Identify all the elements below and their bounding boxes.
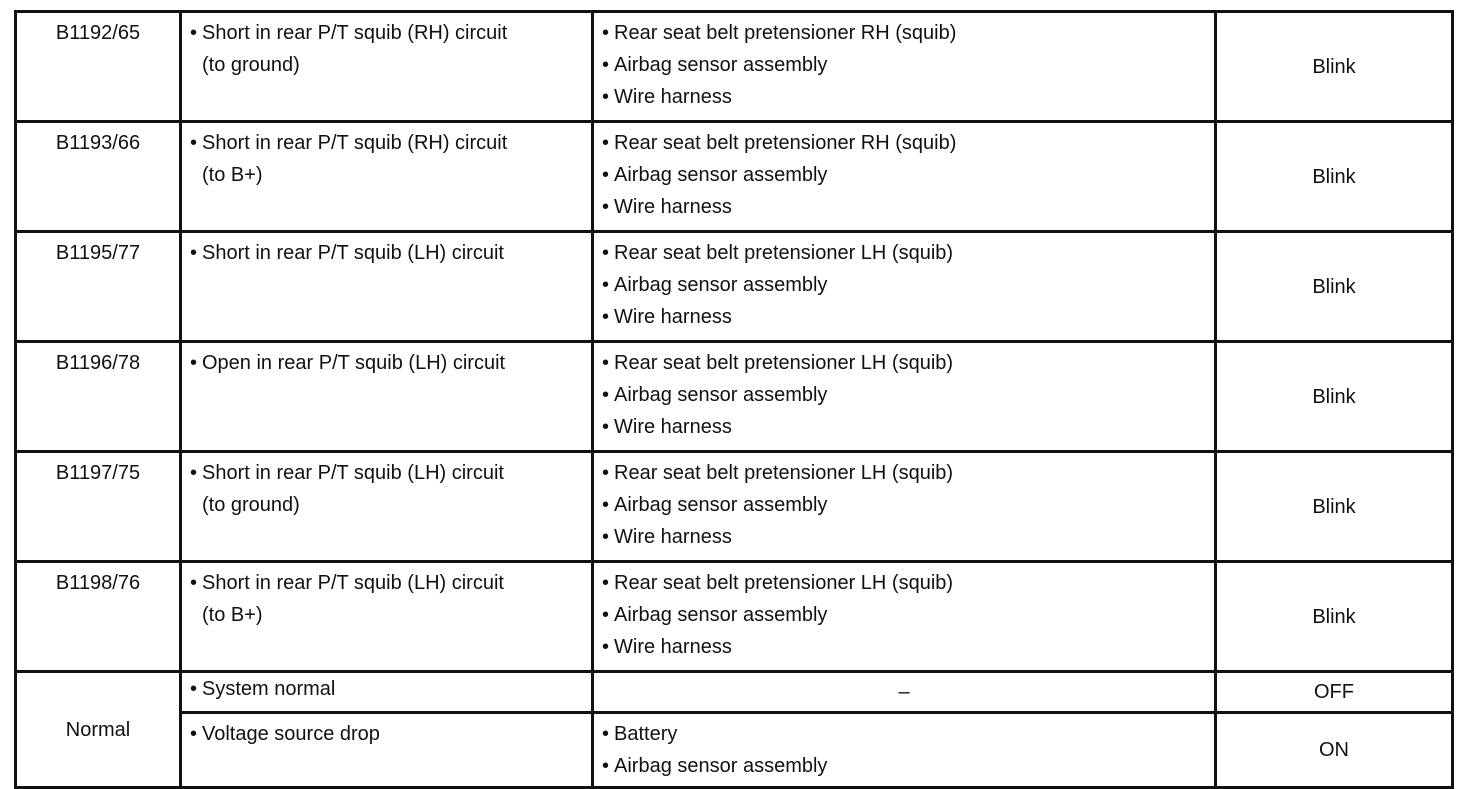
trouble-area-item: • Airbag sensor assembly [602,599,1208,631]
trouble-area-item: • Rear seat belt pretensioner LH (squib) [602,347,1208,379]
dtc-code: B1192/65 [55,22,141,44]
trouble-area-dash: – [593,672,1216,713]
table-row [16,122,1453,232]
trouble-area-item: • Airbag sensor assembly [602,269,1208,301]
trouble-area-item: • Rear seat belt pretensioner RH (squib) [602,17,1208,49]
trouble-area-item: • Airbag sensor assembly [602,159,1208,191]
table-row [16,342,1453,452]
dtc-code-cell [16,562,181,672]
normal-code-cell: Normal [16,672,181,788]
trouble-area-item: • Wire harness [602,411,1208,443]
condition-text: • Voltage source drop [190,718,585,750]
trouble-area-item: • Airbag sensor assembly [602,49,1208,81]
table-row [16,713,1453,788]
warning-lamp-status: Blink [1216,562,1453,672]
table-row [16,232,1453,342]
condition-text: • Short in rear P/T squib (LH) circuit [190,237,585,269]
dtc-code-cell [16,122,181,232]
dtc-code-cell [16,12,181,122]
trouble-area-item: • Airbag sensor assembly [602,750,1208,782]
dtc-code-cell [16,232,181,342]
warning-lamp-status: Blink [1216,342,1453,452]
trouble-area-item: • Wire harness [602,81,1208,113]
trouble-area-cell [593,342,1216,452]
trouble-area-item: • Wire harness [602,191,1208,223]
condition-cell [181,452,593,562]
condition-text: • Short in rear P/T squib (LH) circuit (to ground) [190,457,585,521]
dtc-table [14,10,1454,789]
trouble-area-cell [593,452,1216,562]
table-row [16,12,1453,122]
warning-lamp-status: Blink [1216,232,1453,342]
table-row [16,562,1453,672]
trouble-area-cell [593,232,1216,342]
dtc-code: B1197/75 [55,462,141,484]
condition-cell [181,672,593,713]
trouble-area-item: • Rear seat belt pretensioner LH (squib) [602,567,1208,599]
condition-text: • Short in rear P/T squib (RH) circuit (to B+) [190,127,585,191]
trouble-area-cell [593,562,1216,672]
dtc-code: B1195/77 [55,242,141,264]
trouble-area-cell [593,713,1216,788]
trouble-area-item: • Rear seat belt pretensioner LH (squib) [602,457,1208,489]
condition-cell [181,342,593,452]
trouble-area-item: • Battery [602,718,1208,750]
trouble-area-cell [593,122,1216,232]
warning-lamp-status: OFF [1216,672,1453,713]
dtc-code: B1196/78 [55,352,141,374]
warning-lamp-status: Blink [1216,12,1453,122]
trouble-area-item: • Wire harness [602,301,1208,333]
condition-cell [181,232,593,342]
warning-lamp-status: Blink [1216,452,1453,562]
dtc-code: B1193/66 [55,132,141,154]
condition-cell [181,713,593,788]
trouble-area-item: • Airbag sensor assembly [602,379,1208,411]
trouble-area-item: • Airbag sensor assembly [602,489,1208,521]
dtc-code: B1198/76 [55,572,141,594]
trouble-area-item: • Wire harness [602,521,1208,553]
condition-text: • System normal [190,673,585,705]
dtc-code-cell [16,342,181,452]
dtc-code-cell [16,452,181,562]
condition-text: • Short in rear P/T squib (LH) circuit (to B+) [190,567,585,631]
condition-text: • Open in rear P/T squib (LH) circuit [190,347,585,379]
trouble-area-item: • Rear seat belt pretensioner LH (squib) [602,237,1208,269]
condition-cell [181,12,593,122]
warning-lamp-status: ON [1216,713,1453,788]
trouble-area-item: • Wire harness [602,631,1208,663]
condition-cell [181,562,593,672]
condition-cell [181,122,593,232]
trouble-area-cell [593,12,1216,122]
condition-text: • Short in rear P/T squib (RH) circuit (to ground) [190,17,585,81]
table-row [16,672,1453,713]
warning-lamp-status: Blink [1216,122,1453,232]
trouble-area-item: • Rear seat belt pretensioner RH (squib) [602,127,1208,159]
table-row [16,452,1453,562]
